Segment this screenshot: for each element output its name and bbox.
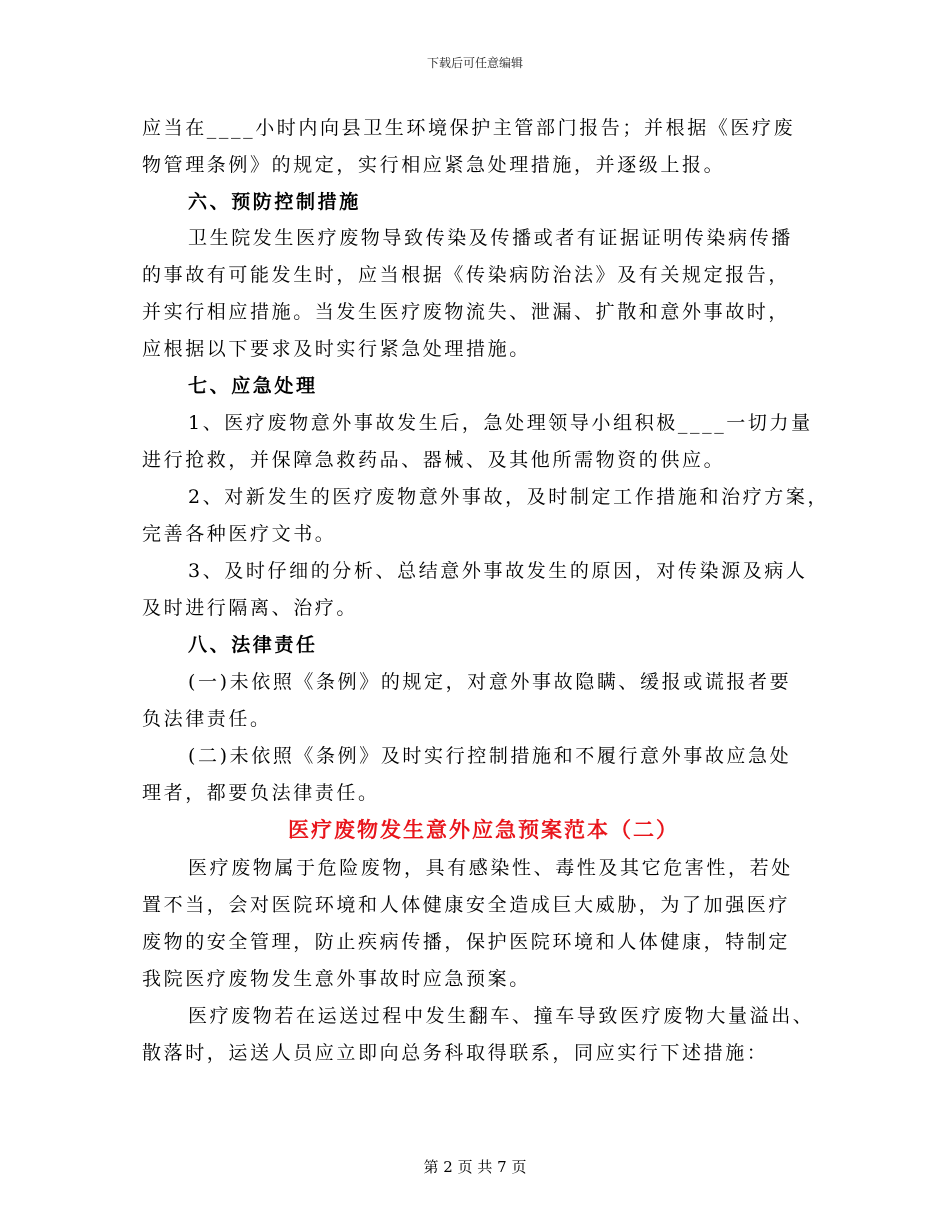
paragraph-line: (二)未依照《条例》及时实行控制措施和不履行意外事故应急处: [188, 745, 792, 767]
paragraph-line: 置不当，会对医院环境和人体健康安全造成巨大威胁，为了加强医疗: [142, 894, 791, 916]
paragraph-line: 进行抢救，并保障急救药品、器械、及其他所需物资的供应。: [142, 449, 726, 471]
paragraph-line: 废物的安全管理，防止疾病传播，保护医院环境和人体健康，特制定: [142, 931, 791, 953]
paragraph-line: 2、对新发生的医疗废物意外事故，及时制定工作措施和治疗方案，: [188, 486, 830, 508]
section-heading-7: 七、应急处理: [188, 375, 318, 397]
paragraph-line: 卫生院发生医疗废物导致传染及传播或者有证据证明传染病传播: [188, 227, 793, 249]
paragraph-line: 的事故有可能发生时，应当根据《传染病防治法》及有关规定报告，: [142, 264, 791, 286]
paragraph-line: 理者，都要负法律责任。: [142, 782, 380, 804]
paragraph-line: 及时进行隔离、治疗。: [142, 597, 359, 619]
page-number: 第 2 页 共 7 页: [423, 1158, 527, 1176]
document-title: 医疗废物发生意外应急预案范本（二）: [288, 817, 679, 842]
paragraph-line: 医疗废物若在运送过程中发生翻车、撞车导致医疗废物大量溢出、: [188, 1005, 815, 1027]
section-heading-6: 六、预防控制措施: [188, 191, 361, 213]
paragraph-line: 1、医疗废物意外事故发生后，急处理领导小组积极____一切力量: [188, 412, 813, 434]
paragraph-line: 应根据以下要求及时实行紧急处理措施。: [142, 338, 531, 360]
paragraph-line: (一)未依照《条例》的规定，对意外事故隐瞒、缓报或谎报者要: [188, 671, 792, 693]
page-header-note: 下载后可任意编辑: [426, 56, 523, 70]
paragraph-line: 我院医疗废物发生意外事故时应急预案。: [142, 968, 531, 990]
paragraph-line: 完善各种医疗文书。: [142, 523, 337, 545]
paragraph-line: 3、及时仔细的分析、总结意外事故发生的原因，对传染源及病人: [188, 560, 808, 582]
paragraph-line: 物管理条例》的规定，实行相应紧急处理措施，并逐级上报。: [142, 154, 726, 176]
paragraph-line: 散落时，运送人员应立即向总务科取得联系，同应实行下述措施：: [142, 1042, 769, 1064]
section-heading-8: 八、法律责任: [188, 634, 318, 656]
paragraph-line: 并实行相应措施。当发生医疗废物流失、泄漏、扩散和意外事故时，: [142, 301, 791, 323]
paragraph-line: 医疗废物属于危险废物，具有感染性、毒性及其它危害性，若处: [188, 857, 793, 879]
paragraph-line: 负法律责任。: [142, 708, 272, 730]
paragraph-line: 应当在____小时内向县卫生环境保护主管部门报告；并根据《医疗废: [142, 117, 796, 139]
